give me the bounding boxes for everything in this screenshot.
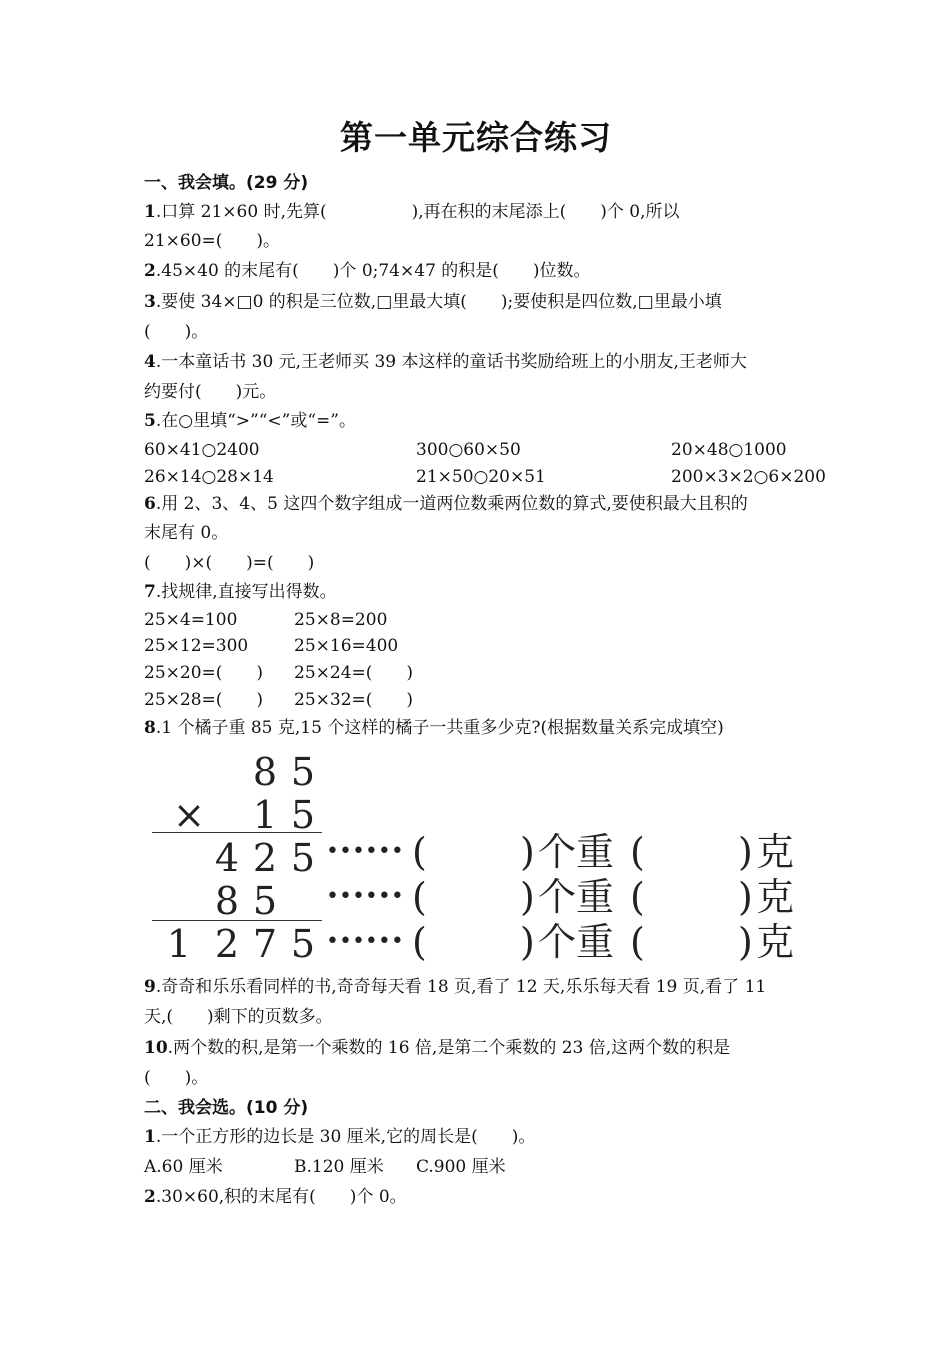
left-paren: ( — [412, 920, 427, 964]
right-paren: ) — [520, 830, 535, 874]
question-4-line2: 约要付( )元。 — [144, 382, 277, 402]
compare-item: 300○60×50 — [416, 440, 521, 460]
question-6-line2: 末尾有 0。 — [144, 523, 229, 543]
question-number: 3 — [144, 292, 156, 312]
digit: 4 — [214, 836, 240, 880]
question-9 — [144, 975, 766, 999]
section-2-header: 二、我会选。(10 分) — [144, 1098, 309, 1118]
question-number: 1 — [144, 1127, 156, 1147]
pattern-item: 25×20=( ) — [144, 663, 264, 683]
digit: 7 — [252, 922, 278, 966]
question-10 — [144, 1036, 730, 1060]
question-2 — [144, 259, 591, 283]
gram-label: 克 — [756, 920, 795, 964]
digit: 2 — [252, 836, 278, 880]
right-paren: ) — [738, 875, 753, 919]
question-text: .口算 21×60 时,先算( ),再在积的末尾添上( )个 0,所以 — [155, 202, 680, 222]
dot-leader: •••••• — [326, 839, 404, 864]
question-3-line2: ( )。 — [144, 322, 209, 342]
left-paren: ( — [630, 920, 645, 964]
right-paren: ) — [738, 920, 753, 964]
question-number: 2 — [144, 261, 156, 281]
question-text: .找规律,直接写出得数。 — [155, 582, 337, 602]
pattern-item: 25×24=( ) — [294, 663, 414, 683]
digit: 8 — [252, 750, 278, 794]
question-number: 6 — [144, 494, 156, 514]
left-paren: ( — [630, 830, 645, 874]
digit: 5 — [290, 922, 316, 966]
question-text: .两个数的积,是第一个乘数的 16 倍,是第二个乘数的 23 倍,这两个数的积是 — [167, 1038, 731, 1058]
gram-label: 克 — [756, 875, 795, 919]
question-1-line2: 21×60=( )。 — [144, 231, 281, 251]
right-paren: ) — [520, 920, 535, 964]
pattern-item: 25×16=400 — [294, 636, 399, 656]
compare-item: 60×41○2400 — [144, 440, 260, 460]
right-paren: ) — [738, 830, 753, 874]
question-5 — [144, 409, 356, 433]
question-1 — [144, 200, 680, 224]
pattern-item: 25×12=300 — [144, 636, 249, 656]
question-6 — [144, 492, 748, 516]
dot-leader: •••••• — [326, 884, 404, 909]
dot-leader: •••••• — [326, 929, 404, 954]
choice-question-2 — [144, 1185, 407, 1209]
count-weight-label: 个重 — [538, 830, 615, 874]
question-number: 1 — [144, 202, 156, 222]
compare-item: 21×50○20×51 — [416, 467, 546, 487]
pattern-item: 25×28=( ) — [144, 690, 264, 710]
right-paren: ) — [520, 875, 535, 919]
gram-label: 克 — [756, 830, 795, 874]
multiply-sign: × — [173, 793, 205, 837]
divider-line — [152, 832, 322, 833]
digit: 2 — [214, 922, 240, 966]
question-number: 7 — [144, 582, 156, 602]
question-text: .奇奇和乐乐看同样的书,奇奇每天看 18 页,看了 12 天,乐乐每天看 19 页,看了 11 — [155, 977, 767, 997]
digit: 5 — [290, 750, 316, 794]
question-6-answer: ( )×( )=( ) — [144, 553, 315, 573]
choice-question-1 — [144, 1125, 535, 1149]
question-4 — [144, 350, 747, 374]
question-number: 4 — [144, 352, 156, 372]
question-text: .要使 34×□0 的积是三位数,□里最大填( );要使积是四位数,□里最小填 — [155, 292, 722, 312]
count-weight-label: 个重 — [538, 920, 615, 964]
pattern-item: 25×4=100 — [144, 610, 238, 630]
pattern-item: 25×8=200 — [294, 610, 388, 630]
question-7 — [144, 580, 337, 604]
digit: 1 — [252, 793, 278, 837]
question-number: 5 — [144, 411, 156, 431]
question-8 — [144, 716, 724, 740]
question-number: 9 — [144, 977, 156, 997]
digit: 5 — [290, 836, 316, 880]
question-text: .30×60,积的末尾有( )个 0。 — [155, 1187, 407, 1207]
question-text: .1 个橘子重 85 克,15 个这样的橘子一共重多少克?(根据数量关系完成填空) — [155, 718, 724, 738]
page-title: 第一单元综合练习 — [340, 118, 612, 157]
left-paren: ( — [412, 830, 427, 874]
question-text: .在○里填“>”“<”或“=”。 — [155, 411, 356, 431]
compare-item: 26×14○28×14 — [144, 467, 274, 487]
question-text: .用 2、3、4、5 这四个数字组成一道两位数乘两位数的算式,要使积最大且积的 — [155, 494, 748, 514]
question-text: .一个正方形的边长是 30 厘米,它的周长是( )。 — [155, 1127, 536, 1147]
question-number: 10 — [144, 1038, 168, 1058]
pattern-item: 25×32=( ) — [294, 690, 414, 710]
question-number: 8 — [144, 718, 156, 738]
digit: 5 — [290, 793, 316, 837]
digit: 8 — [214, 879, 240, 923]
left-paren: ( — [412, 875, 427, 919]
compare-item: 200×3×2○6×200 — [671, 467, 826, 487]
question-9-line2: 天,( )剩下的页数多。 — [144, 1007, 333, 1027]
question-text: .一本童话书 30 元,王老师买 39 本这样的童话书奖励给班上的小朋友,王老师大 — [155, 352, 747, 372]
option-c: C.900 厘米 — [416, 1157, 506, 1177]
digit: 1 — [166, 922, 192, 966]
count-weight-label: 个重 — [538, 875, 615, 919]
digit: 5 — [252, 879, 278, 923]
question-10-line2: ( )。 — [144, 1068, 209, 1088]
question-text: .45×40 的末尾有( )个 0;74×47 的积是( )位数。 — [155, 261, 591, 281]
question-number: 2 — [144, 1187, 156, 1207]
option-b: B.120 厘米 — [294, 1157, 384, 1177]
left-paren: ( — [630, 875, 645, 919]
question-3 — [144, 290, 722, 314]
section-1-header: 一、我会填。(29 分) — [144, 173, 309, 193]
compare-item: 20×48○1000 — [671, 440, 787, 460]
option-a: A.60 厘米 — [144, 1157, 223, 1177]
